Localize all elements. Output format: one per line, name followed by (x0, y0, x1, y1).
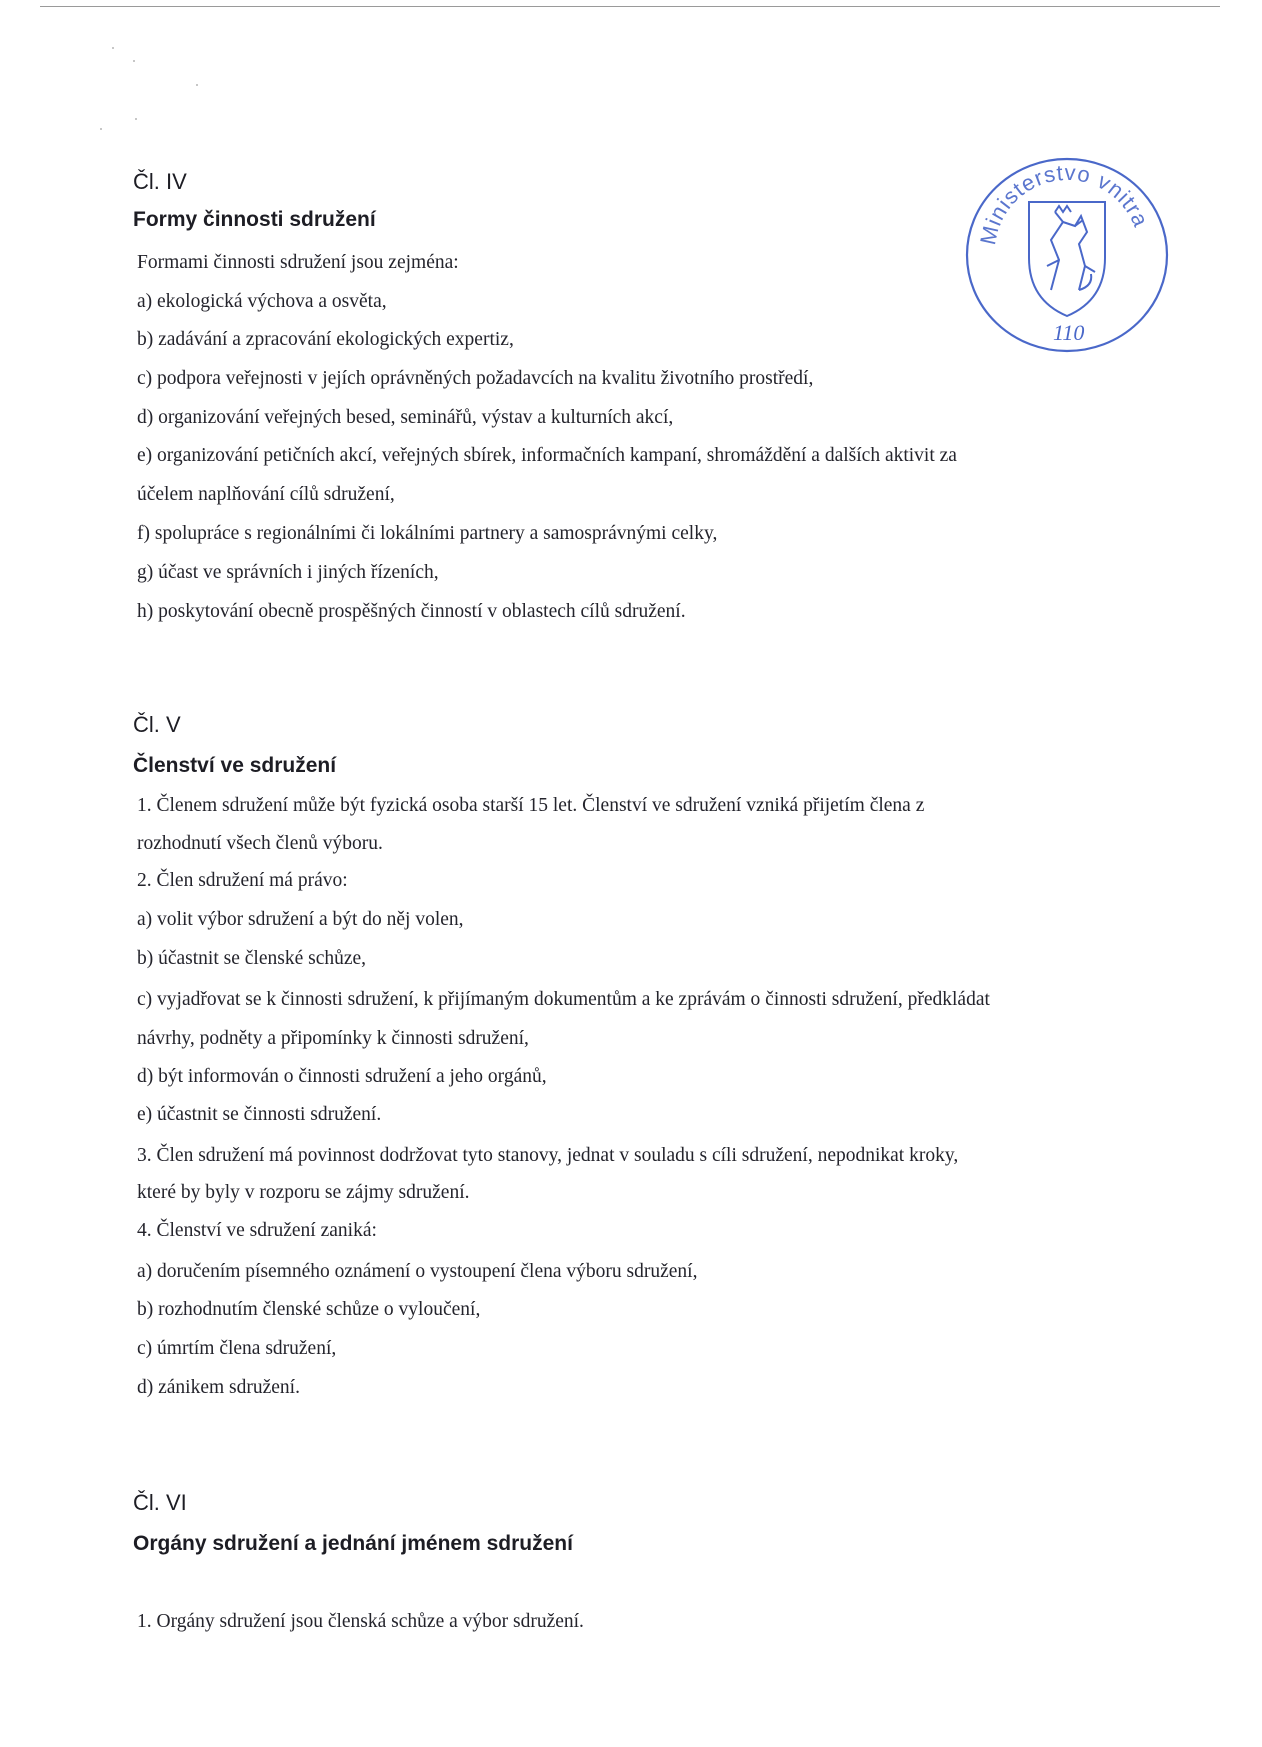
scan-speck (133, 60, 135, 62)
article-4-text-line: f) spolupráce s regionálními či lokálními partnery a samosprávnými celky, (137, 523, 718, 544)
article-6-number: Čl. VI (133, 1490, 187, 1515)
article-5-text-line: 3. Člen sdružení má povinnost dodržovat tyto stanovy, jednat v souladu s cíli sdružení, nepodnikat kroky, (137, 1145, 959, 1166)
article-4-text-line: b) zadávání a zpracování ekologických expertiz, (137, 329, 514, 350)
article-5-text-line: d) být informován o činnosti sdružení a jeho orgánů, (137, 1066, 547, 1087)
article-4-text-line: d) organizování veřejných besed, seminářů, výstav a kulturních akcí, (137, 407, 674, 428)
article-4-text-line: a) ekologická výchova a osvěta, (137, 291, 387, 312)
article-4-number: Čl. IV (133, 169, 187, 194)
scan-speck (112, 47, 114, 49)
article-4-text-line: Formami činnosti sdružení jsou zejména: (137, 252, 459, 273)
article-5-text-line: které by byly v rozporu se zájmy sdružení. (137, 1182, 470, 1203)
article-5-number: Čl. V (133, 712, 181, 737)
article-5-title: Členství ve sdružení (133, 754, 337, 777)
scan-speck (100, 128, 102, 130)
article-5-text-line: 2. Člen sdružení má právo: (137, 870, 348, 891)
article-5-text-line: a) volit výbor sdružení a být do něj volen, (137, 909, 464, 930)
article-5-text-line: c) vyjadřovat se k činnosti sdružení, k přijímaným dokumentům a ke zprávám o činnosti sdružení, předkládat (137, 989, 990, 1010)
scan-speck (135, 118, 137, 120)
scan-top-edge (40, 6, 1220, 7)
scan-speck (196, 84, 198, 86)
article-5-text-line: 1. Členem sdružení může být fyzická osoba starší 15 let. Členství ve sdružení vzniká přijetím člena z (137, 795, 925, 816)
article-4-text-line: g) účast ve správních i jiných řízeních, (137, 562, 439, 583)
stamp-text: Ministerstvo vnitra (975, 159, 1154, 248)
ministry-stamp (955, 140, 1180, 365)
article-5-text-line: 4. Členství ve sdružení zaniká: (137, 1220, 377, 1241)
article-5-text-line: e) účastnit se činnosti sdružení. (137, 1104, 382, 1125)
article-5-text-line: návrhy, podněty a připomínky k činnosti sdružení, (137, 1028, 529, 1049)
article-6-text-line: 1. Orgány sdružení jsou členská schůze a výbor sdružení. (137, 1611, 584, 1632)
article-6-title: Orgány sdružení a jednání jménem sdružení (133, 1532, 573, 1555)
article-4-text-line: c) podpora veřejnosti v jejích oprávněných požadavcích na kvalitu životního prostředí, (137, 368, 814, 389)
article-4-text-line: h) poskytování obecně prospěšných činností v oblastech cílů sdružení. (137, 601, 686, 622)
article-4-text-line: účelem naplňování cílů sdružení, (137, 484, 395, 505)
article-4-text-line: e) organizování petičních akcí, veřejných sbírek, informačních kampaní, shromáždění a dalších aktivit za (137, 445, 957, 466)
article-5-text-line: c) úmrtím člena sdružení, (137, 1338, 337, 1359)
article-4-title: Formy činnosti sdružení (133, 208, 376, 231)
article-5-text-line: b) rozhodnutím členské schůze o vyloučení, (137, 1299, 481, 1320)
article-5-text-line: b) účastnit se členské schůze, (137, 948, 367, 969)
article-5-text-line: rozhodnutí všech členů výboru. (137, 833, 383, 854)
article-5-text-line: d) zánikem sdružení. (137, 1377, 300, 1398)
coat-of-arms-icon (1029, 202, 1105, 316)
article-5-text-line: a) doručením písemného oznámení o vystoupení člena výboru sdružení, (137, 1261, 698, 1282)
stamp-number: 110 (1053, 320, 1085, 345)
